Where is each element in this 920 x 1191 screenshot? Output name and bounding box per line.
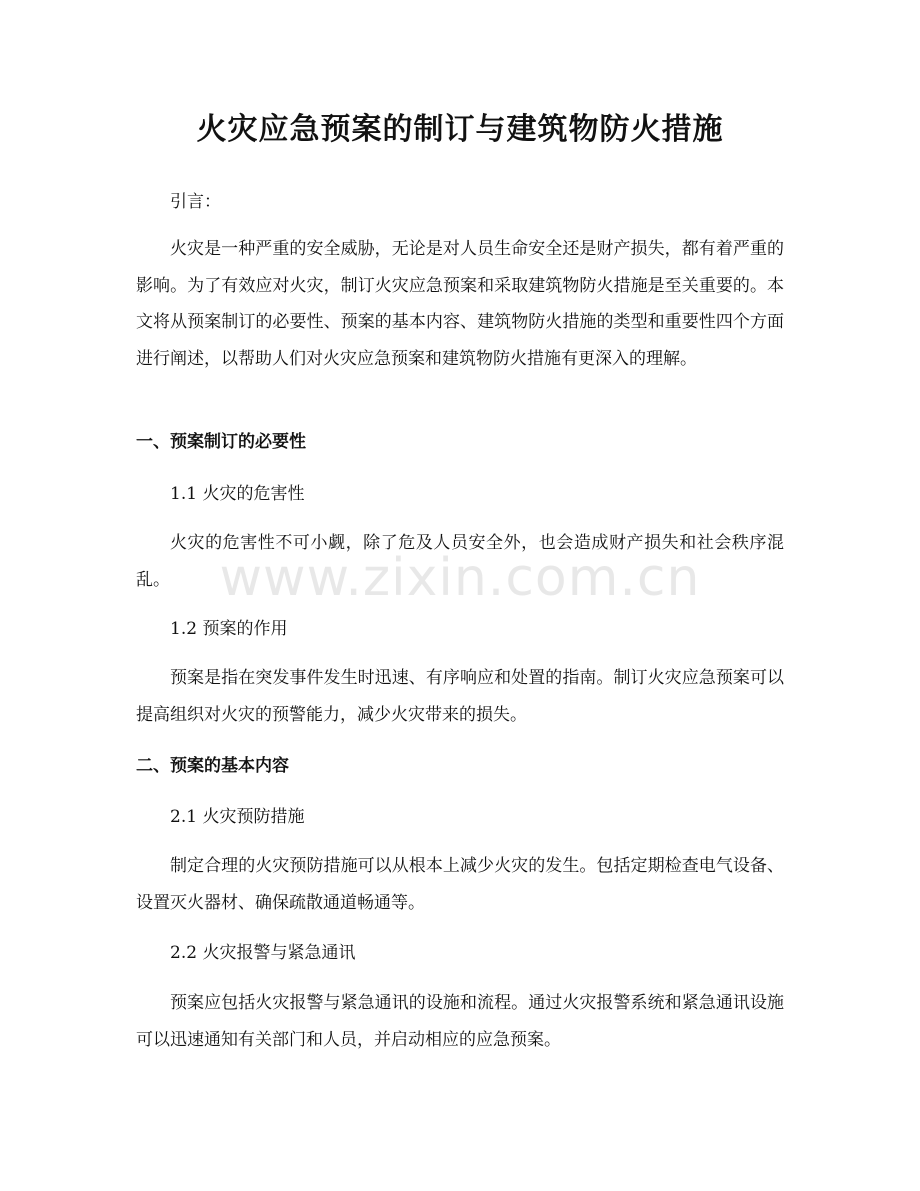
subsection-text-2-1: 制定合理的火灾预防措施可以从根本上减少火灾的发生。包括定期检查电气设备、设置灭火器材、确保疏散通道畅通等。	[136, 856, 784, 913]
subsection-title-1-2: 1.2 预案的作用	[170, 619, 288, 639]
section-heading-1: 一、预案制订的必要性	[136, 432, 306, 452]
section-heading-2: 二、预案的基本内容	[136, 756, 289, 776]
subsection-text-1-1: 火灾的危害性不可小觑，除了危及人员安全外，也会造成财产损失和社会秩序混乱。	[136, 533, 784, 590]
subsection-text-2-2: 预案应包括火灾报警与紧急通讯的设施和流程。通过火灾报警系统和紧急通讯设施可以迅速通知有关部门和人员，并启动相应的应急预案。	[136, 993, 784, 1050]
intro-paragraph: 火灾是一种严重的安全威胁，无论是对人员生命安全还是财产损失，都有着严重的影响。为了有效应对火灾，制订火灾应急预案和采取建筑物防火措施是至关重要的。本文将从预案制订的必要性、预案的基本内容、建筑物防火措施的类型和重要性四个方面进行阐述，以帮助人们对火灾应急预案和建筑物防火措施有更深入的理解。	[136, 239, 784, 369]
watermark: www.zixin.com.cn	[219, 548, 701, 608]
subsection-title-2-2: 2.2 火灾报警与紧急通讯	[170, 943, 356, 963]
subsection-title-2-1: 2.1 火灾预防措施	[170, 807, 305, 827]
document-title: 火灾应急预案的制订与建筑物防火措施	[196, 112, 724, 147]
intro-label: 引言：	[170, 192, 221, 212]
subsection-text-1-2: 预案是指在突发事件发生时迅速、有序响应和处置的指南。制订火灾应急预案可以提高组织对火灾的预警能力，减少火灾带来的损失。	[136, 668, 784, 725]
subsection-title-1-1: 1.1 火灾的危害性	[170, 484, 305, 504]
